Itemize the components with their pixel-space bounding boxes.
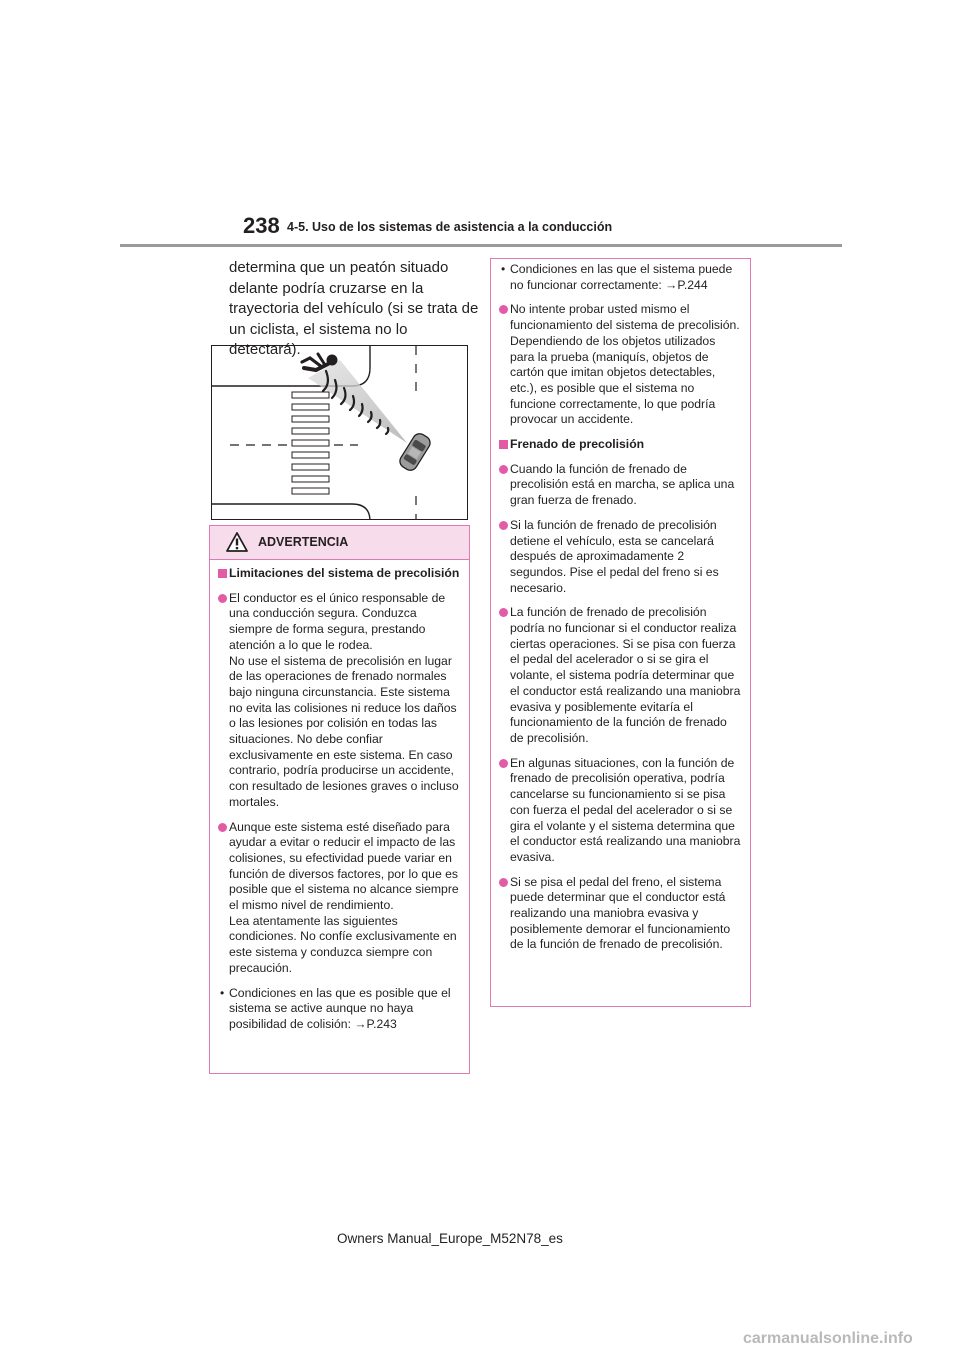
warning-item: Si la función de frenado de precolisión detiene el vehículo, esta se cancelará después de aproximadamente 2 segundos. Pise el pedal del freno si es necesario.: [499, 518, 742, 597]
section-title: 4-5. Uso de los sistemas de asistencia a la conducción: [287, 220, 613, 234]
bullet-disc-icon: [499, 759, 508, 768]
warning-item: El conductor es el único responsable de una conducción segura. Conduzca siempre de forma segura, prestando atención a lo que le rodea. No use el sistema de precolisión en lugar de las operaciones de frenado normales bajo ninguna circunstancia. Este sistema no evita las colisiones ni reduce los daños o las lesiones por colisión en todas las situaciones. No debe confiar exclusivamente en este sistema. En caso contrario, podría producirse un accidente, con resultado de lesiones graves o incluso mortales.: [218, 591, 461, 811]
header-rule: [120, 244, 842, 247]
warning-header: [210, 526, 469, 560]
square-marker-icon: [218, 569, 227, 578]
warning-item: Si se pisa el pedal del freno, el sistema puede determinar que el conductor está realizando una maniobra evasiva y posiblemente demorar el funcionamiento de la función de frenado de precolisión.: [499, 875, 742, 954]
square-marker-icon: [499, 440, 508, 449]
warning-item: En algunas situaciones, con la función de frenado de precolisión operativa, podría cancelarse su funcionamiento si se pisa con fuerza el pedal del acelerador o si se gira el volante y el sistema determina que el conductor está realizando una maniobra evasiva.: [499, 756, 742, 866]
bullet-disc-icon: [218, 594, 227, 603]
warning-box-continued: [490, 258, 751, 1007]
bullet-disc-icon: [499, 305, 508, 314]
bullet-dot-icon: •: [220, 985, 225, 1000]
bullet-disc-icon: [499, 878, 508, 887]
warning-item: La función de frenado de precolisión podría no funcionar si el conductor realiza ciertas operaciones. Si se pisa con fuerza el pedal del acelerador o si se gira el volante, el sistema podría determinar que el conductor está realizando una maniobra evasiva y posiblemente evitaría el funcionamiento de la función de frenado de precolisión.: [499, 605, 742, 746]
watermark: carmanualsonline.info: [743, 1330, 913, 1347]
warning-title: ADVERTENCIA: [258, 535, 349, 549]
warning-box: [209, 525, 470, 1074]
page-header: [0, 0, 960, 250]
pedestrian-detection-illustration: [211, 345, 468, 520]
warning-item: Aunque este sistema esté diseñado para ayudar a evitar o reducir el impacto de las colisiones, su efectividad puede variar en función de diversos factores, por lo que es posible que el sistema no alcance siempre el mismo nivel de rendimiento. Lea atentamente las siguientes condiciones. No confíe exclusivamente en este sistema y conduzca siempre con precaución.: [218, 820, 461, 977]
bullet-disc-icon: [218, 823, 227, 832]
warning-item: No intente probar usted mismo el funcionamiento del sistema de precolisión. Dependiendo de los objetos utilizados para la prueba (maniquís, objetos de cartón que imitan objetos detectables, etc.), es posible que el sistema no funcione correctamente, lo que podría provocar un accidente.: [499, 302, 742, 428]
bullet-disc-icon: [499, 608, 508, 617]
warning-heading: Limitaciones del sistema de precolisión: [218, 566, 461, 582]
crosswalk-diagram: [212, 346, 468, 520]
warning-item: Cuando la función de frenado de precolisión está en marcha, se aplica una gran fuerza de frenado.: [499, 462, 742, 509]
bullet-dot-icon: •: [501, 262, 506, 276]
warning-item: • Condiciones en las que el sistema puede no funcionar correctamente: →P.244: [501, 262, 733, 292]
intro-paragraph: determina que un peatón situado delante podría cruzarse en la trayectoria del vehículo (si se trata de un ciclista, el sistema no lo detectará).: [229, 259, 479, 358]
bullet-disc-icon: [499, 465, 508, 474]
warning-item: • Condiciones en las que es posible que el sistema se active aunque no haya posibilidad de colisión: →P.243: [220, 985, 451, 1031]
page-number: 238: [243, 213, 280, 238]
document-footer: Owners Manual_Europe_M52N78_es: [337, 1231, 563, 1246]
car-top-view: [397, 431, 432, 473]
warning-subheading: Frenado de precolisión: [499, 437, 742, 453]
warning-triangle-icon: [226, 532, 248, 552]
bullet-disc-icon: [499, 521, 508, 530]
